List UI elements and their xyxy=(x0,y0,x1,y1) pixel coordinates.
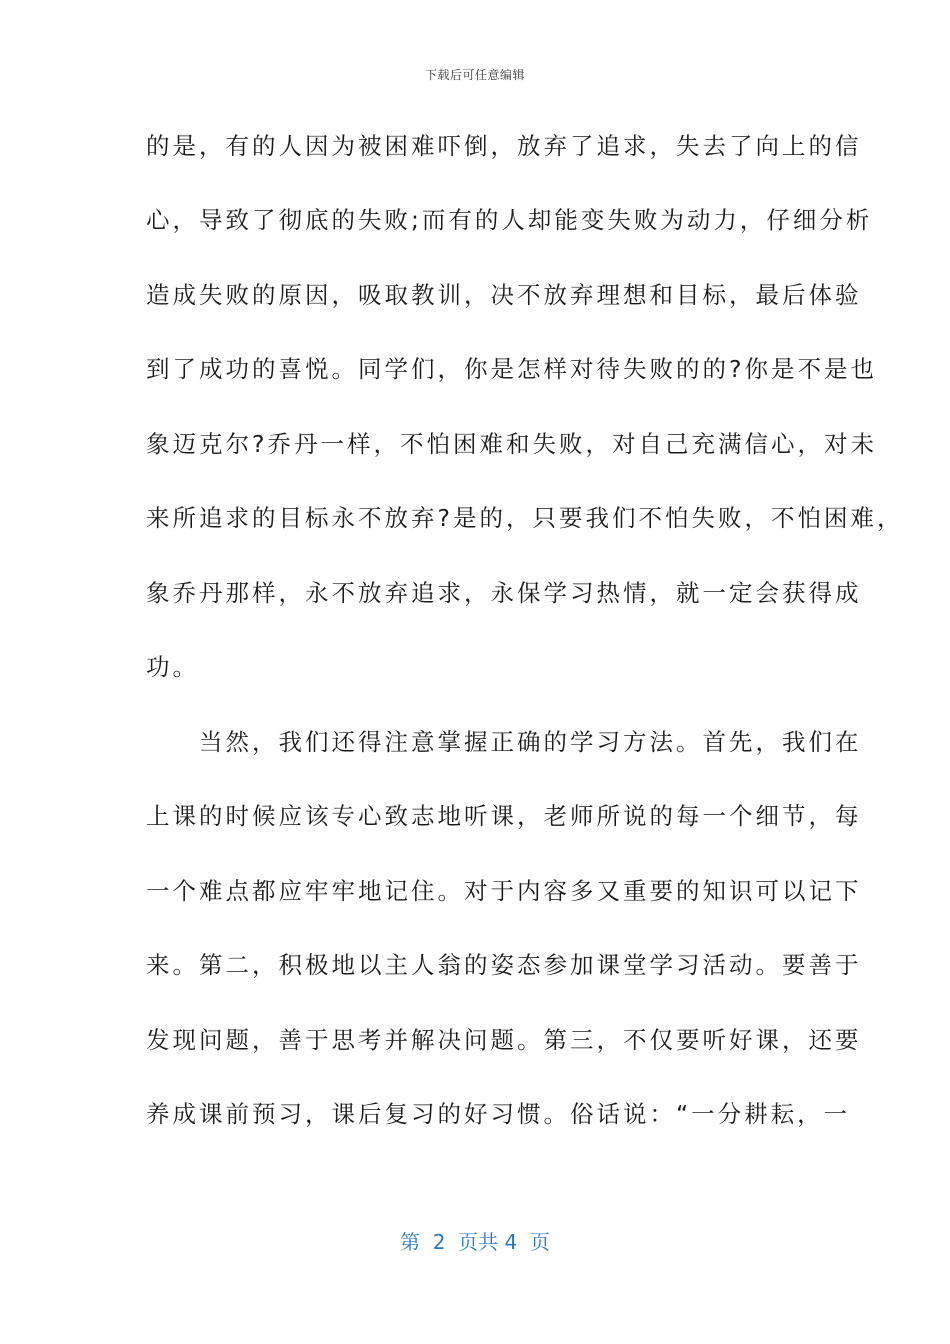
text-line: 发现问题，善于思考并解决问题。第三，不仅要听好课，还要 xyxy=(146,1026,862,1054)
text-line: 象乔丹那样，永不放弃追求，永保学习热情，就一定会获得成 xyxy=(146,579,862,607)
text-line: 来。第二，积极地以主人翁的姿态参加课堂学习活动。要善于 xyxy=(146,951,862,979)
text-line: 一个难点都应牢牢地记住。对于内容多又重要的知识可以记下 xyxy=(146,877,862,905)
text-line: 当然，我们还得注意掌握正确的学习方法。首先，我们在 xyxy=(146,728,862,756)
text-line: 养成课前预习，课后复习的好习惯。俗话说：“一分耕耘，一 xyxy=(146,1100,851,1128)
page-number-footer: 第 2 页共 4 页 xyxy=(400,1230,550,1254)
text-line: 心，导致了彻底的失败;而有的人却能变失败为动力，仔细分析 xyxy=(146,206,873,234)
text-line: 来所追求的目标永不放弃?是的，只要我们不怕失败，不怕困难， xyxy=(146,504,904,532)
text-line: 的是，有的人因为被困难吓倒，放弃了追求，失去了向上的信 xyxy=(146,132,862,160)
text-line: 造成失败的原因，吸取教训，决不放弃理想和目标，最后体验 xyxy=(146,281,862,309)
page-header-note: 下载后可任意编辑 xyxy=(424,68,525,82)
text-line: 功。 xyxy=(146,653,199,681)
text-line: 到了成功的喜悦。同学们，你是怎样对待失败的的?你是不是也 xyxy=(146,355,877,383)
text-line: 象迈克尔?乔丹一样，不怕困难和失败，对自己充满信心，对未 xyxy=(146,430,877,458)
text-line: 上课的时候应该专心致志地听课，老师所说的每一个细节，每 xyxy=(146,802,862,830)
